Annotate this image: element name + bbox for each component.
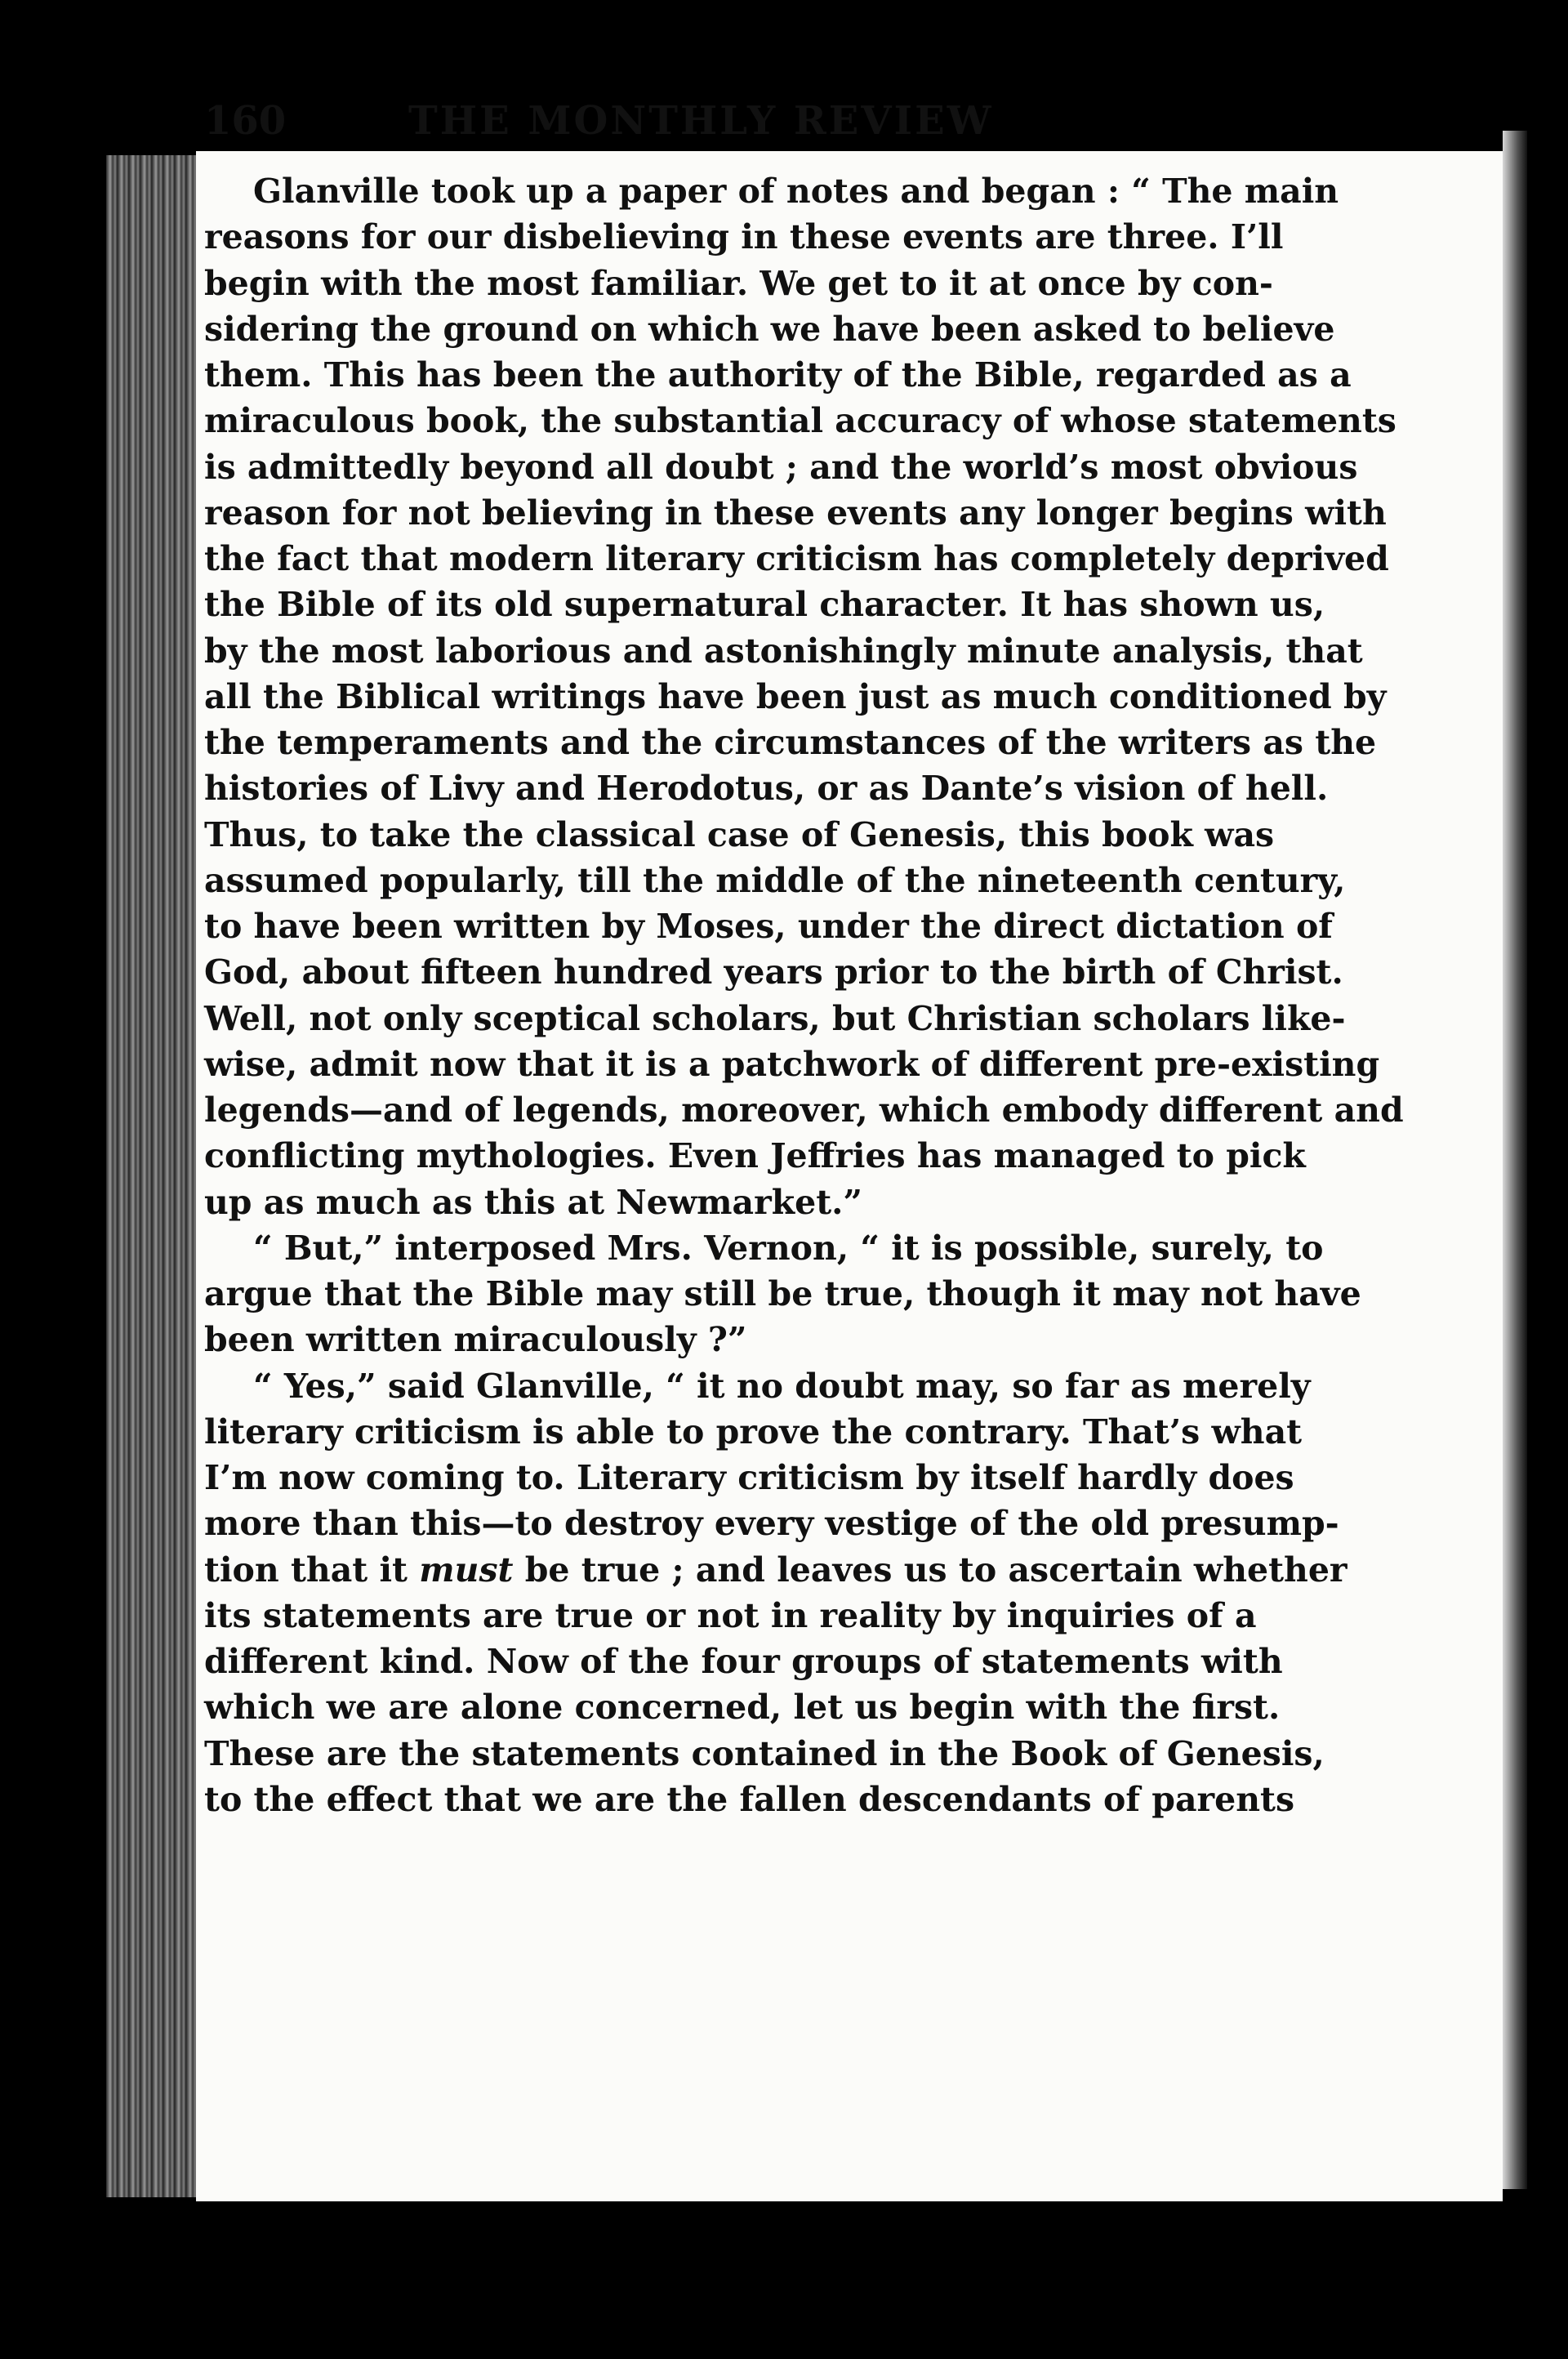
running-header [204,98,1184,163]
text-line: Well, not only sceptical scholars, but Christian scholars like- [204,998,1346,1038]
text-line: God, about fifteen hundred years prior to the birth of Christ. [204,952,1343,992]
text-line-mixed [204,1547,1348,1593]
book-page-edge [106,155,200,2197]
text-line: These are the statements contained in the Book of Genesis, [204,1733,1325,1773]
text-line: all the Biblical writings have been just as much conditioned by [204,676,1387,716]
text-line: been written miraculously ?” [204,1320,747,1360]
text-line: literary criticism is able to prove the contrary. That’s what [204,1411,1303,1452]
text-line: “ Yes,” said Glanville, “ it no doubt may, so far as merely [253,1366,1311,1406]
text-line: the fact that modern literary criticism has completely deprived [204,539,1389,578]
text-line: by the most laborious and astonishingly minute analysis, that [204,631,1363,671]
text-line: argue that the Bible may still be true, though it may not have [204,1274,1361,1313]
text-line: Glanville took up a paper of notes and began : “ The main [253,172,1339,211]
text-line: the Bible of its old supernatural character. It has shown us, [204,585,1325,625]
text-segment: be true ; and leaves us to ascertain whether [524,1550,1348,1590]
text-line: to have been written by Moses, under the direct dictation of [204,907,1333,946]
text-line: the temperaments and the circumstances of the writers as the [204,723,1377,762]
text-line: to the effect that we are the fallen descendants of parents [204,1779,1295,1819]
italic-emphasis: must [419,1550,514,1590]
text-line: I’m now coming to. Literary criticism by itself hardly does [204,1458,1294,1497]
text-line: sidering the ground on which we have been asked to believe [204,309,1335,349]
book-right-edge [1503,131,1527,2189]
text-line: more than this—to destroy every vestige of the old presump- [204,1504,1339,1544]
text-line: “ But,” interposed Mrs. Vernon, “ it is possible, surely, to [253,1228,1324,1268]
text-line: legends—and of legends, moreover, which embody different and [204,1090,1404,1130]
text-line: them. This has been the authority of the Bible, regarded as a [204,355,1352,395]
text-line: different kind. Now of the four groups of statements with [204,1642,1283,1681]
text-line: miraculous book, the substantial accuracy of whose statements [204,401,1396,441]
page-number: 160 [204,98,287,144]
text-line: reasons for our disbelieving in these events are three. I’ll [204,217,1284,257]
text-line: wise, admit now that it is a patchwork of different pre-existing [204,1044,1380,1084]
text-line: assumed popularly, till the middle of the nineteenth century, [204,860,1346,900]
text-line: reason for not believing in these events any longer begins with [204,493,1387,533]
body-text [204,168,1404,1822]
text-line: up as much as this at Newmarket.” [204,1182,862,1222]
text-line: histories of Livy and Herodotus, or as Dante’s vision of hell. [204,769,1329,809]
running-title: THE MONTHLY REVIEW [408,98,994,144]
text-line: begin with the most familiar. We get to it at once by con- [204,263,1273,303]
text-line: which we are alone concerned, let us begin with the first. [204,1688,1281,1728]
text-segment: tion that it [204,1550,408,1590]
text-line: its statements are true or not in reality by inquiries of a [204,1595,1257,1635]
text-line: Thus, to take the classical case of Genesis, this book was [204,814,1275,854]
text-line: conflicting mythologies. Even Jeffries has managed to pick [204,1136,1306,1176]
text-line: is admittedly beyond all doubt ; and the world’s most obvious [204,447,1358,487]
